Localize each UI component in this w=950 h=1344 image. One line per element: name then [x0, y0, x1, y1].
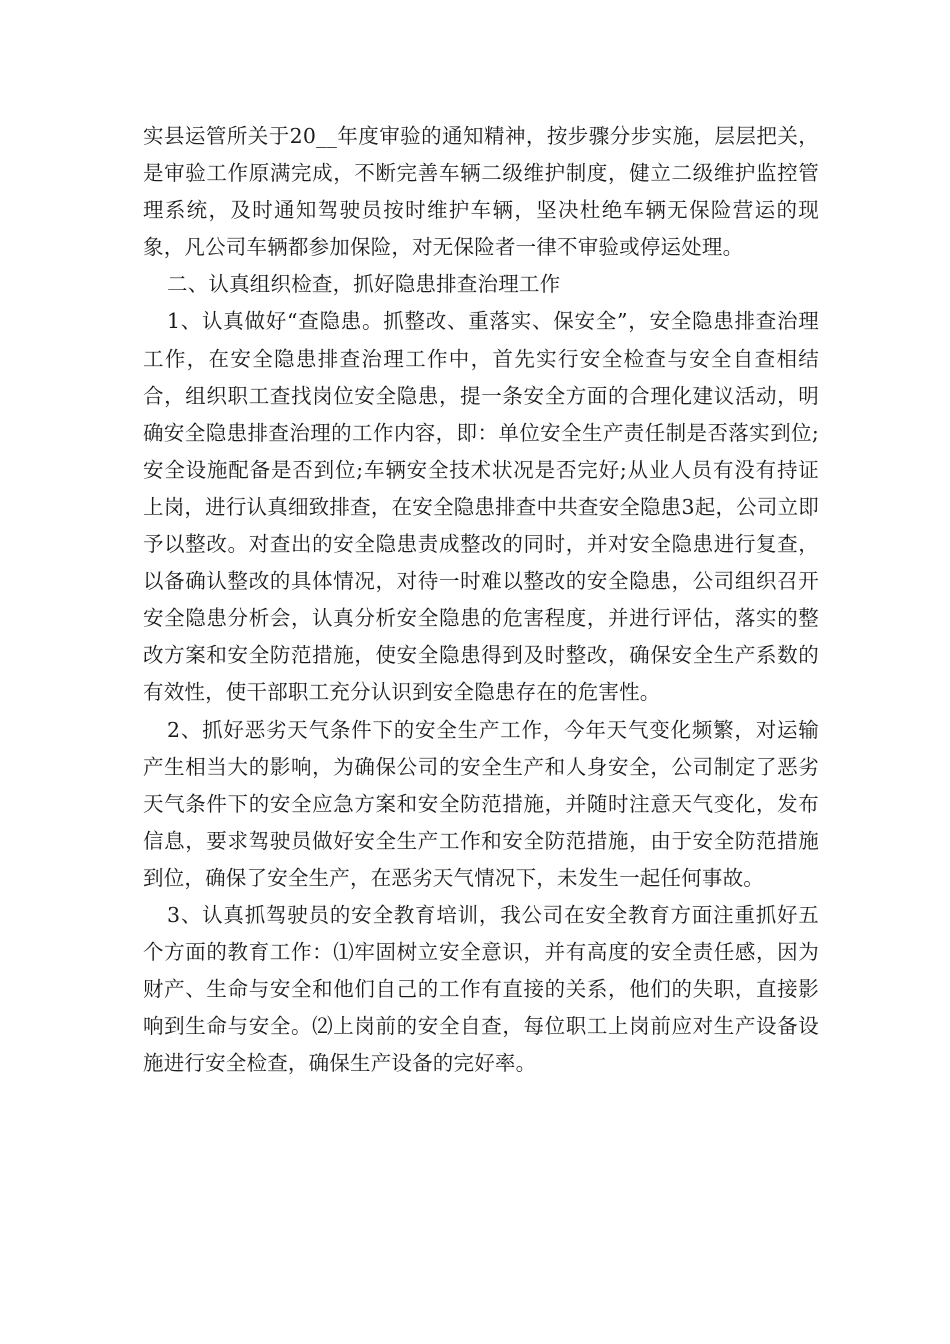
section-heading-hazard-inspection: 二、认真组织检查，抓好隐患排查治理工作 — [167, 272, 561, 297]
paragraph-review-continuation: 实县运管所关于20__年度审验的通知精神，按步骤分步实施，层层把关，是审验工作原满完成，不断完善车辆二级维护制度，健立二级维护监控管理系统，及时通知驾驶员按时维护车辆，坚决杜绝车辆无保险营运的现象，凡公司车辆都参加保险，对无保险者一律不审验或停运处理。 — [143, 124, 819, 260]
paragraph-bad-weather-safety: 2、抓好恶劣天气条件下的安全生产工作，今年天气变化频繁，对运输产生相当大的影响，为确保公司的安全生产和人身安全，公司制定了恶劣天气条件下的安全应急方案和安全防范措施，并随时注意天气变化，发布信息，要求驾驶员做好安全生产工作和安全防范措施，由于安全防范措施到位，确保了安全生产，在恶劣天气情况下，未发生一起任何事故。 — [143, 717, 819, 890]
document-body — [143, 118, 819, 1082]
paragraph-hazard-investigation: 1、认真做好“查隐患。抓整改、重落实、保安全”，安全隐患排查治理工作，在安全隐患排查治理工作中，首先实行安全检查与安全自查相结合，组织职工查找岗位安全隐患，提一条安全方面的合理化建议活动，明确安全隐患排查治理的工作内容，即：单位安全生产责任制是否落实到位;安全设施配备是否到位;车辆安全技术状况是否完好;从业人员有没有持证上岗，进行认真细致排查，在安全隐患排查中共查安全隐患3起，公司立即予以整改。对查出的安全隐患责成整改的同时，并对安全隐患进行复查，以备确认整改的具体情况，对待一时难以整改的安全隐患，公司组织召开安全隐患分析会，认真分析安全隐患的危害程度，并进行评估，落实的整改方案和安全防范措施，使安全隐患得到及时整改，确保安全生产系数的有效性，使干部职工充分认识到安全隐患存在的危害性。 — [143, 309, 819, 705]
paragraph-driver-training: 3、认真抓驾驶员的安全教育培训，我公司在安全教育方面注重抓好五个方面的教育工作：⑴牢固树立安全意识，并有高度的安全责任感，因为财产、生命与安全和他们自己的工作有直接的关系，他们的失职，直接影响到生命与安全。⑵上岗前的安全自查，每位职工上岗前应对生产设备设施进行安全检查，确保生产设备的完好率。 — [143, 902, 819, 1076]
